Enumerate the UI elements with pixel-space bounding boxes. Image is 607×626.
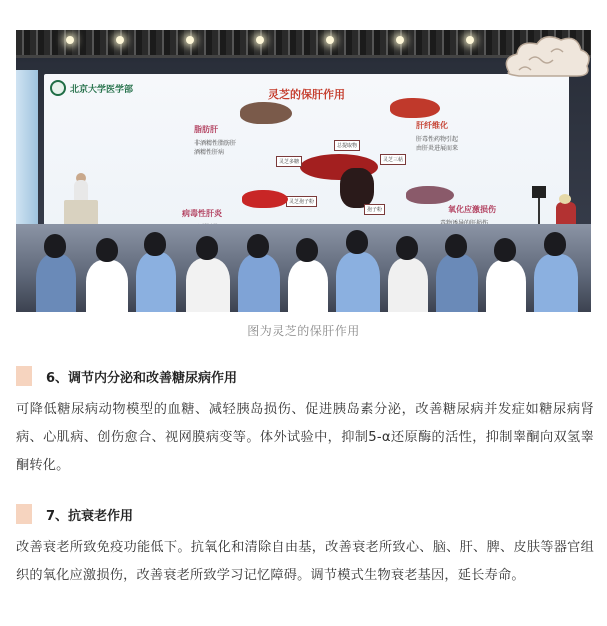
audience-member [436,254,478,312]
fatty-liver-item: 非酒精性脂肪肝 [194,140,237,147]
hepatitis-liver-image [242,190,288,208]
cloud-ornament-icon [499,30,591,90]
section-title: 7、抗衰老作用 [46,508,134,524]
oxidative-label: 氧化应激损伤 [448,205,496,214]
slide-tag: 灵芝孢子粉 [286,196,317,207]
projection-screen [44,74,569,242]
audience-member [346,230,368,254]
section-body: 可降低糖尿病动物模型的血糖、减轻胰岛损伤、促进胰岛素分泌，改善糖尿病并发症如糖尿病肾病、心肌病、创伤愈合、视网膜病变等。体外试验中，抑制5-α还原酶的活性，抑制睾酮向双氢睾酮转化。 [16,402,594,473]
fibrosis-label: 肝纤维化 [416,121,448,130]
hepatitis-label: 病毒性肝炎 [182,209,222,218]
stage-light [186,36,194,44]
stage-light [256,36,264,44]
audience-member [247,234,269,258]
photographer-cap [559,194,571,204]
audience-member [96,238,118,262]
fatty-liver-image [240,102,292,124]
audience-member [288,260,328,312]
audience-member [396,236,418,260]
audience-member [445,234,467,258]
audience-member [186,258,230,312]
conference-photo [16,30,591,312]
stage-light [326,36,334,44]
section-marker [16,366,32,386]
audience-member [36,254,76,312]
audience-member [144,232,166,256]
oxidative-liver-image [406,186,454,204]
stage-light [116,36,124,44]
slide-tag: 孢子粉 [364,204,385,215]
lingzhi-stem-image [340,168,374,208]
fibrosis-item: 由肝炎进展而来 [416,145,459,152]
photo-caption: 图为灵芝的保肝作用 [247,324,360,338]
camera-icon [532,186,546,198]
logo-text: 北京大学医学部 [70,84,134,95]
slide-tag: 灵芝三萜 [380,154,406,165]
section-body: 改善衰老所致免疫功能低下。抗氧化和清除自由基，改善衰老所致心、脑、肝、脾、皮肤等器官组织的氧化应激损伤，改善衰老所致学习记忆障碍。调节模式生物衰老基因，延长寿命。 [16,540,594,583]
audience-member [196,236,218,260]
fatty-liver-item: 酒精性肝病 [194,149,225,156]
section-title: 6、调节内分泌和改善糖尿病作用 [46,370,238,386]
stage-light [66,36,74,44]
audience-member [86,260,128,312]
fatty-liver-label: 脂肪肝 [194,125,218,134]
audience-member [336,252,380,312]
slide-tag: 灵芝多糖 [276,156,302,167]
audience-member [296,238,318,262]
section-heading [16,366,237,386]
audience-member [544,232,566,256]
audience-member [486,260,526,312]
section-marker [16,504,32,524]
stage-light [466,36,474,44]
stage-banner [16,70,38,250]
fibrosis-item: 肝毒性药物引起 [416,136,459,143]
slide-tag: 总提取物 [334,140,360,151]
audience-member [494,238,516,262]
audience-member [534,254,578,312]
section-heading [16,504,133,524]
audience-member [388,258,428,312]
audience-member [238,254,280,312]
audience [16,224,591,312]
stage-light [396,36,404,44]
audience-member [44,234,66,258]
fibrosis-liver-image [390,98,440,118]
audience-member [136,252,176,312]
slide-title: 灵芝的保肝作用 [268,88,345,101]
